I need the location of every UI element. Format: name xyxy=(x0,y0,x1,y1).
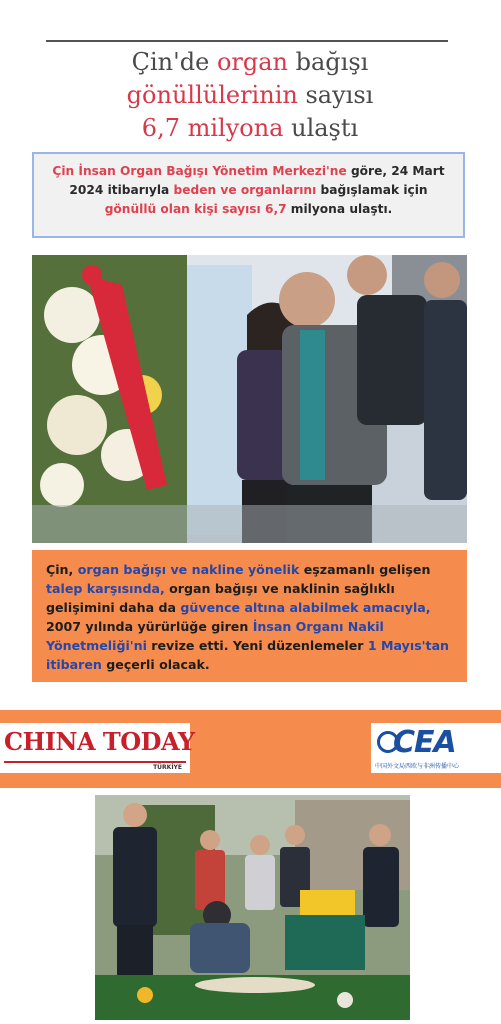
title-text: bağışı xyxy=(288,48,369,76)
body-highlight: organ bağışı ve nakline yönelik xyxy=(77,562,300,577)
body-text: geçerli olacak. xyxy=(101,657,210,672)
title-line-1 xyxy=(60,46,440,79)
ceremony-photo-illustration xyxy=(32,255,467,543)
intro-box xyxy=(32,152,465,238)
cea-logo xyxy=(371,723,501,773)
title-highlight: organ xyxy=(216,48,288,76)
intro-text: milyona ulaştı. xyxy=(286,202,393,216)
memorial-photo xyxy=(95,795,410,1020)
body-highlight: 1 Mayıs'tan itibaren xyxy=(46,638,450,672)
page-title xyxy=(60,46,440,145)
regulation-info-box xyxy=(32,550,467,682)
intro-text: göre, 24 Mart 2024 itibarıyla xyxy=(69,164,445,197)
intro-highlight: Çin İnsan Organ Bağışı Yönetim Merkezi'ne xyxy=(52,164,347,178)
china-today-logo xyxy=(0,723,195,773)
intro-highlight: gönüllü olan kişi sayısı 6,7 xyxy=(104,202,287,216)
title-highlight: 6,7 milyona xyxy=(141,114,284,142)
cea-wordmark: CEA xyxy=(393,725,456,760)
title-line-2 xyxy=(60,79,440,112)
china-today-subtitle: TÜRKİYE xyxy=(153,764,182,771)
title-text: ulaştı xyxy=(283,114,359,142)
title-text: Çin'de xyxy=(131,48,217,76)
top-divider xyxy=(46,40,448,42)
title-line-3 xyxy=(60,112,440,145)
body-text: Çin, xyxy=(46,562,78,577)
body-text: 2007 yılında yürürlüğe giren xyxy=(46,619,253,634)
title-highlight: gönüllülerinin xyxy=(126,81,298,109)
body-highlight: güvence altına alabilmek amacıyla, xyxy=(180,600,431,615)
body-text: organ bağışı ve naklinin sağlıklı gelişimini daha da xyxy=(46,581,395,615)
ceremony-photo xyxy=(32,255,467,543)
body-highlight: talep karşısında, xyxy=(46,581,165,596)
china-today-underline xyxy=(4,761,186,763)
memorial-photo-illustration xyxy=(95,795,410,1020)
title-text: sayısı xyxy=(297,81,374,109)
body-text: revize etti. Yeni düzenlemeler xyxy=(146,638,368,653)
body-highlight: İnsan Organı Nakil Yönetmeliği'ni xyxy=(46,619,384,653)
intro-text: bağışlamak için xyxy=(316,183,428,197)
china-today-wordmark: CHINA TODAY xyxy=(4,727,195,756)
cea-subtitle: 中国外文局西欧与非洲传播中心 xyxy=(375,763,460,770)
body-text: eşzamanlı gelişen xyxy=(299,562,431,577)
intro-highlight: beden ve organlarını xyxy=(173,183,317,197)
